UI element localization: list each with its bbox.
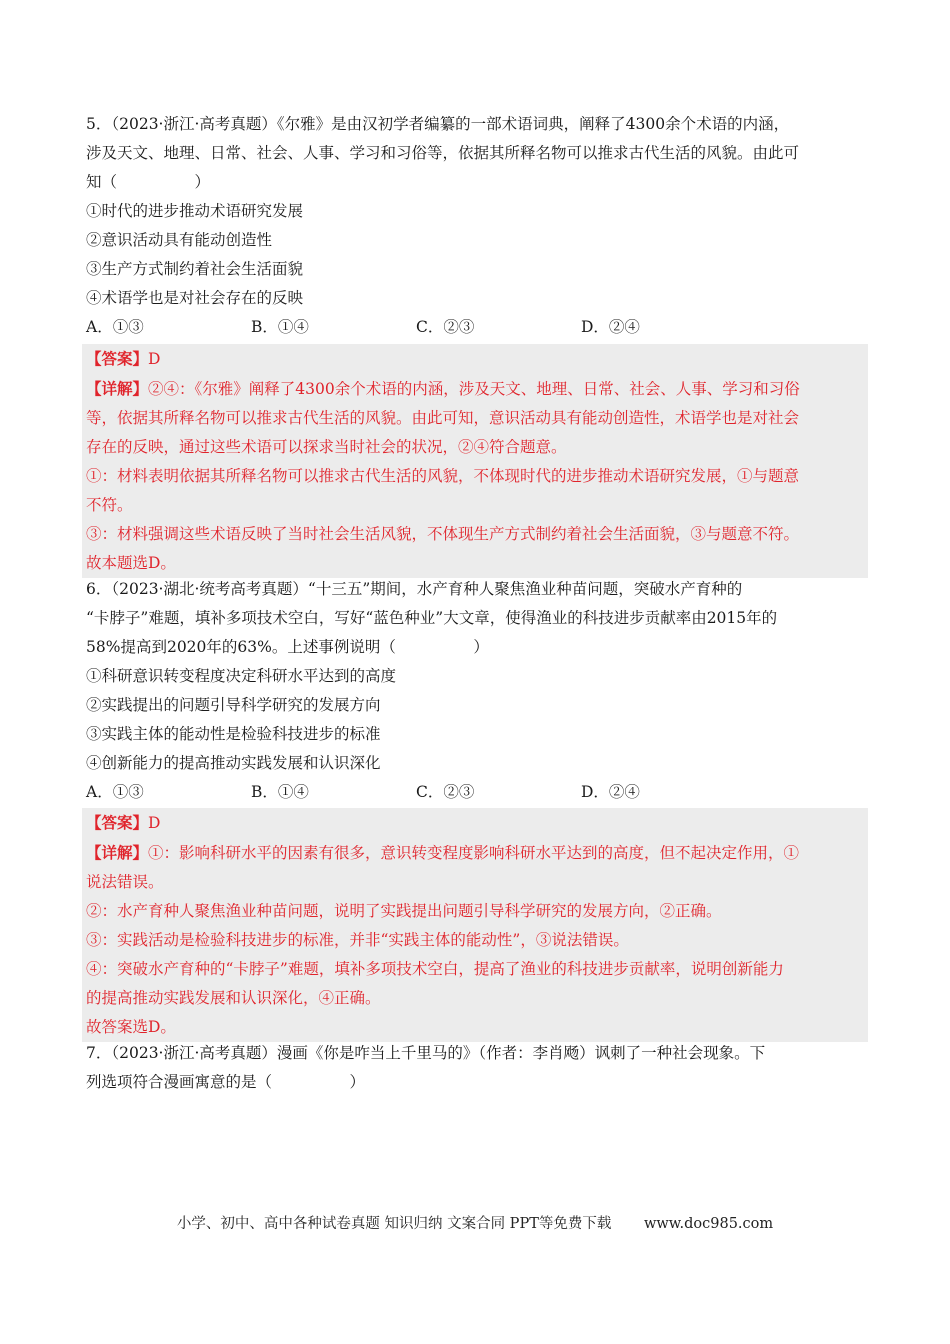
answer-tag: 【答案】 (86, 813, 149, 832)
footer-text: 小学、初中、高中各种试卷真题 知识归纳 文案合同 PPT等免费下载 (176, 1216, 612, 1232)
statement-3: ③生产方式制约着社会生活面貌 (86, 260, 304, 278)
statement-2: ②意识活动具有能动创造性 (86, 231, 273, 249)
detail-tag: 【详解】 (86, 843, 149, 862)
question-6-options (86, 778, 866, 807)
detail-line: ③：材料强调这些术语反映了当时社会生活风貌，不体现生产方式制约着社会生活面貌，③与题意不符。 (86, 525, 800, 543)
page-footer (0, 1212, 950, 1233)
option-d: D．②④ (581, 783, 640, 801)
detail-line: 【详解】①：影响科研水平的因素有很多，意识转变程度影响科研水平达到的高度，但不起决定作用，① (86, 843, 800, 862)
statement-4: ④术语学也是对社会存在的反映 (86, 289, 304, 307)
option-c: C．②③ (416, 783, 475, 801)
question-7 (86, 1039, 866, 1097)
question-6-answer-box (82, 808, 868, 1042)
question-6-stem-line: “卡脖子”难题，填补多项技术空白，写好“蓝色种业”大文章，使得渔业的科技进步贡献率由2015年的 (86, 609, 778, 627)
option-b: B．①④ (251, 318, 309, 336)
option-d: D．②④ (581, 318, 640, 336)
option-c: C．②③ (416, 318, 475, 336)
statement-1: ①科研意识转变程度决定科研水平达到的高度 (86, 667, 397, 685)
option-a: A．①③ (86, 783, 144, 801)
question-5-answer-box (82, 344, 868, 578)
detail-line: 的提高推动实践发展和认识深化，④正确。 (86, 989, 381, 1007)
question-7-stem-line: 7．（2023·浙江·高考真题）漫画《你是咋当上千里马的》（作者：李肖飏）讽刺了一种社会现象。下 (86, 1044, 766, 1062)
statement-4: ④创新能力的提高推动实践发展和认识深化 (86, 754, 381, 772)
statement-2: ②实践提出的问题引导科学研究的发展方向 (86, 696, 381, 714)
statement-1: ①时代的进步推动术语研究发展 (86, 202, 304, 220)
question-5-stem-line: 涉及天文、地理、日常、社会、人事、学习和习俗等，依据其所释名物可以推求古代生活的风貌。由此可 (86, 144, 800, 162)
question-6-stem-line: 58%提高到2020年的63%。上述事例说明（ ） (86, 638, 489, 656)
detail-line: 故本题选D。 (86, 554, 176, 572)
question-5 (86, 110, 866, 342)
detail-line: ④：突破水产育种的“卡脖子”难题，填补多项技术空白，提高了渔业的科技进步贡献率，说明创新能力 (86, 960, 784, 978)
question-6 (86, 575, 866, 807)
detail-line: 不符。 (86, 496, 133, 514)
detail-line: ②：水产育种人聚焦渔业种苗问题，说明了实践提出问题引导科学研究的发展方向，②正确。 (86, 902, 722, 920)
detail-line: ③：实践活动是检验科技进步的标准，并非“实践主体的能动性”，③说法错误。 (86, 931, 629, 949)
question-5-stem-line: 知（ ） (86, 173, 211, 191)
answer-value: D (148, 814, 161, 832)
answer-value: D (148, 350, 161, 368)
option-a: A．①③ (86, 318, 144, 336)
detail-line: 故答案选D。 (86, 1018, 176, 1036)
footer-link[interactable]: www.doc985.com (643, 1216, 774, 1232)
question-5-options (86, 313, 866, 342)
answer-line (86, 808, 868, 838)
detail-tag: 【详解】 (86, 379, 149, 398)
detail-line: 【详解】②④：《尔雅》阐释了4300余个术语的内涵，涉及天文、地理、日常、社会、人事、学习和习俗 (86, 379, 800, 398)
statement-3: ③实践主体的能动性是检验科技进步的标准 (86, 725, 381, 743)
answer-tag: 【答案】 (86, 349, 149, 368)
detail-line: 存在的反映，通过这些术语可以探求当时社会的状况，②④符合题意。 (86, 438, 567, 456)
question-5-stem-line: 5．（2023·浙江·高考真题）《尔雅》是由汉初学者编纂的一部术语词典，阐释了4300余个术语的内涵， (86, 115, 790, 133)
detail-line: 等，依据其所释名物可以推求古代生活的风貌。由此可知，意识活动具有能动创造性，术语学也是对社会 (86, 409, 800, 427)
question-6-stem-line: 6．（2023·湖北·统考高考真题）“十三五”期间，水产育种人聚焦渔业种苗问题，突破水产育种的 (86, 580, 743, 598)
question-7-stem-line: 列选项符合漫画寓意的是（ ） (86, 1073, 366, 1091)
detail-line: 说法错误。 (86, 873, 164, 891)
option-b: B．①④ (251, 783, 309, 801)
answer-line (86, 344, 868, 374)
detail-line: ①：材料表明依据其所释名物可以推求古代生活的风貌，不体现时代的进步推动术语研究发展，①与题意 (86, 467, 800, 485)
